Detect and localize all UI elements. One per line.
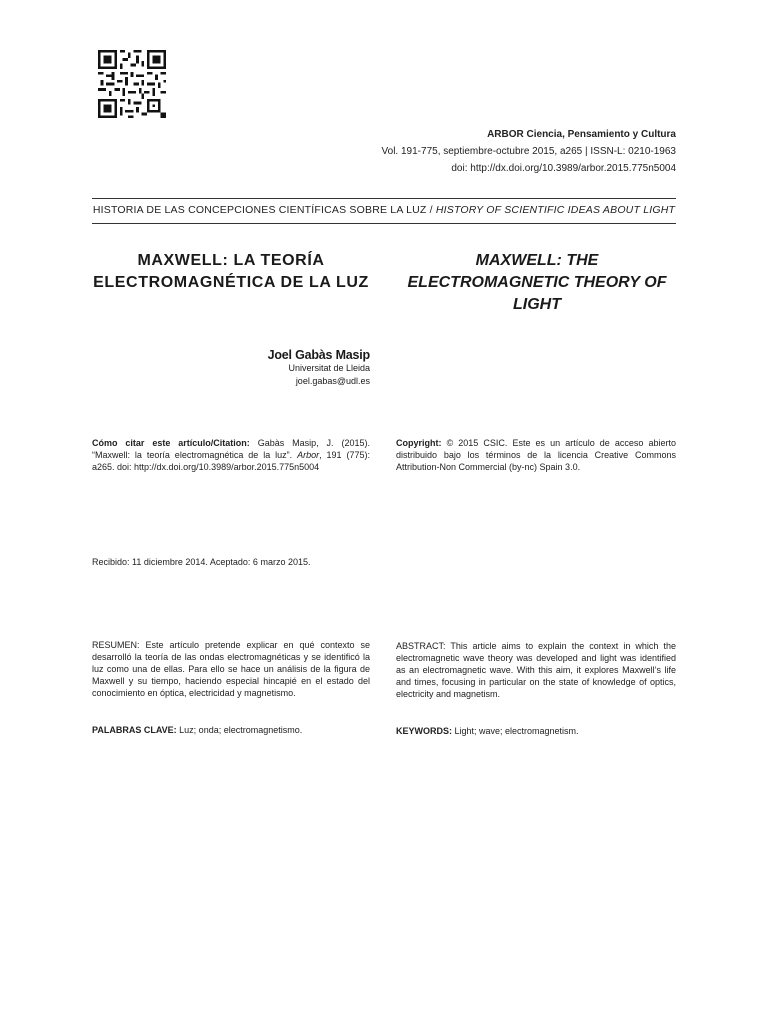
journal-volume: Vol. 191-775, septiembre-octubre 2015, a265 | ISSN-L: 0210-1963 [381, 146, 676, 157]
abstract-en-label: ABSTRACT: [396, 641, 446, 651]
keywords-spanish [92, 724, 370, 736]
section-heading-en: HISTORY OF SCIENTIFIC IDEAS ABOUT LIGHT [435, 204, 676, 216]
title-english: MAXWELL: THE ELECTROMAGNETIC THEORY OF LIGHT [407, 252, 667, 313]
keywords-english [396, 725, 676, 737]
keywords-en-text: Light; wave; electromagnetism. [452, 726, 579, 736]
section-rule-bottom [92, 223, 676, 224]
abstract-es-label: RESUMEN: [92, 640, 140, 650]
citation-text-2: , 191 (775): a265. doi: http://dx.doi.org/10.3989/arbor.2015.775n5004 [92, 450, 370, 472]
copyright-text: © 2015 CSIC. Este es un artículo de acceso abierto distribuido bajo los términos de la licencia Creative Commons Attribution-Non Commercial (by-nc) Spain 3.0. [396, 438, 676, 472]
abstract-spanish [92, 639, 370, 699]
author-block [268, 348, 370, 388]
author-name: Joel Gabàs Masip [267, 348, 370, 362]
author-affiliation: Universitat de Lleida [288, 363, 370, 373]
copyright-label: Copyright: [396, 438, 442, 448]
author-email[interactable]: joel.gabas@udl.es [295, 376, 370, 386]
section-heading [92, 204, 676, 216]
journal-info [382, 126, 676, 177]
qr-code [98, 50, 166, 118]
abstract-english [396, 640, 676, 700]
journal-doi[interactable]: doi: http://dx.doi.org/10.3989/arbor.2015.775n5004 [451, 163, 676, 174]
keywords-en-label: KEYWORDS: [396, 726, 452, 736]
citation-journal: Arbor [297, 450, 320, 460]
keywords-es-label: PALABRAS CLAVE: [92, 725, 177, 735]
citation-block [92, 437, 370, 473]
section-separator: / [426, 204, 436, 216]
section-rule-top [92, 198, 676, 199]
abstract-en-text: This article aims to explain the context in which the electromagnetic wave theory was developed and light was identified as an electromagnetic wave. With this aim, it explores Maxwell’s life and times, focusing in particular on the state of knowledge of optics, electricity and magnetism. [396, 641, 676, 699]
keywords-es-text: Luz; onda; electromagnetismo. [176, 725, 303, 735]
title-spanish: MAXWELL: LA TEORÍA ELECTROMAGNÉTICA DE LA LUZ [93, 252, 369, 291]
section-heading-es: HISTORIA DE LAS CONCEPCIONES CIENTÍFICAS SOBRE LA LUZ [92, 204, 427, 216]
abstract-es-text: Este artículo pretende explicar en qué contexto se desarrolló la teoría de las ondas electromagnéticas y se identificó la luz como una de ellas. Para ello se hace un análisis de la figura de Maxwell y su tiempo, haciendo especial hincapié en el estado del conocimiento en óptica, electricidad y magnetismo. [92, 640, 370, 698]
journal-title: ARBOR Ciencia, Pensamiento y Cultura [487, 129, 676, 140]
citation-text: Gabàs Masip, J. (2015). “Maxwell: la teoría electromagnética de la luz”. [92, 438, 370, 460]
received-dates: Recibido: 11 diciembre 2014. Aceptado: 6 marzo 2015. [92, 557, 311, 567]
citation-label: Cómo citar este artículo/Citation: [92, 438, 250, 448]
copyright-block [396, 437, 676, 473]
